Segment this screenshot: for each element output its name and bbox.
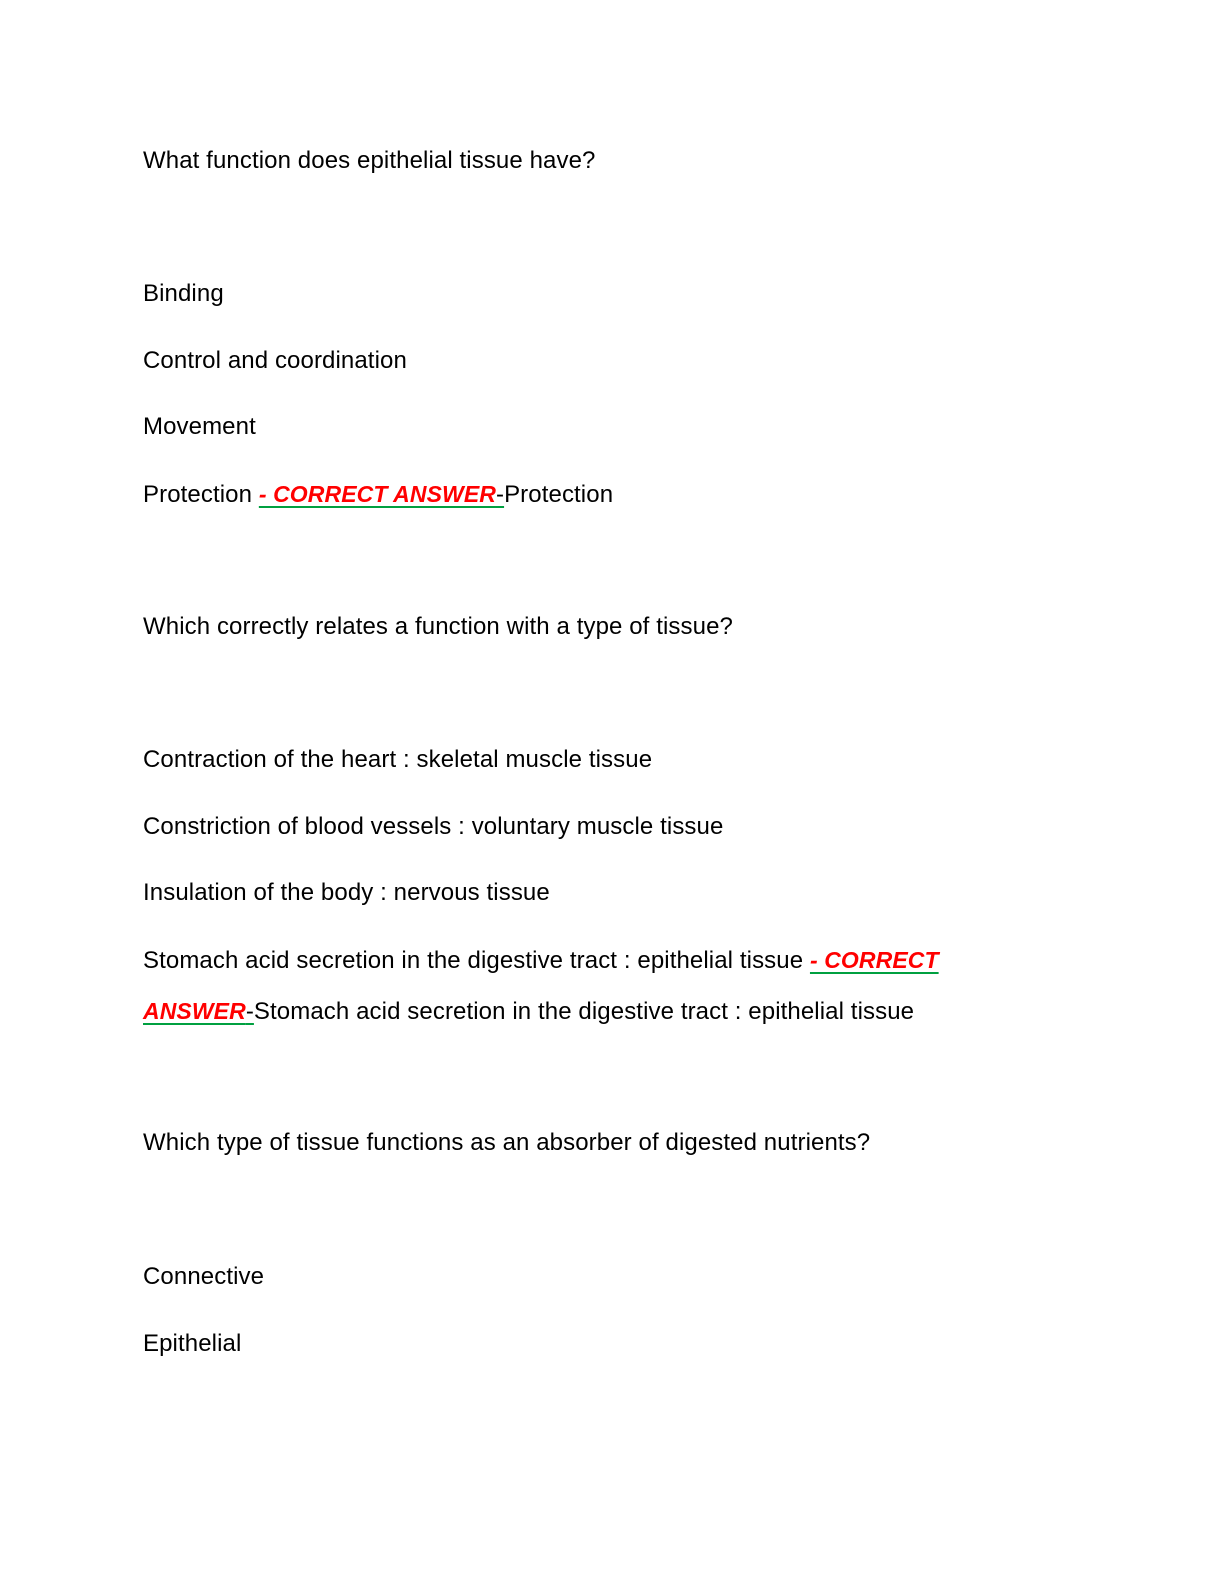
correct-answer-tag: - CORRECT <box>809 947 939 973</box>
question-3-text: Which type of tissue functions as an absorber of digested nutrients? <box>143 1129 871 1156</box>
q1-option-4: Protection <box>143 481 253 508</box>
q1-correct-answer-text: Protection <box>504 481 614 508</box>
correct-answer-tag-tail: - <box>495 481 505 508</box>
q1-answer-line <box>143 479 613 510</box>
q1-option-3: Movement <box>143 413 256 440</box>
correct-answer-tag: - CORRECT ANSWER <box>258 481 496 507</box>
correct-answer-tag-tail: - <box>245 998 254 1025</box>
q2-option-4: Stomach acid secretion in the digestive tract : epithelial tissue <box>143 947 804 974</box>
q3-option-1: Connective <box>143 1263 265 1290</box>
q2-correct-answer-text: Stomach acid secretion in the digestive tract : epithelial tissue <box>253 998 915 1025</box>
q1-option-2: Control and coordination <box>143 347 407 374</box>
q3-option-2: Epithelial <box>143 1330 242 1357</box>
question-2-text: Which correctly relates a function with a type of tissue? <box>143 613 733 640</box>
q2-answer-line-1 <box>143 945 939 976</box>
q1-option-1: Binding <box>143 280 224 307</box>
question-1-text: What function does epithelial tissue have? <box>143 147 596 174</box>
q2-option-3: Insulation of the body : nervous tissue <box>143 879 550 906</box>
correct-answer-tag-cont: ANSWER <box>143 998 246 1024</box>
q2-answer-line-2 <box>143 996 914 1027</box>
q2-option-1: Contraction of the heart : skeletal muscle tissue <box>143 746 653 773</box>
q2-option-2: Constriction of blood vessels : voluntary muscle tissue <box>143 813 724 840</box>
